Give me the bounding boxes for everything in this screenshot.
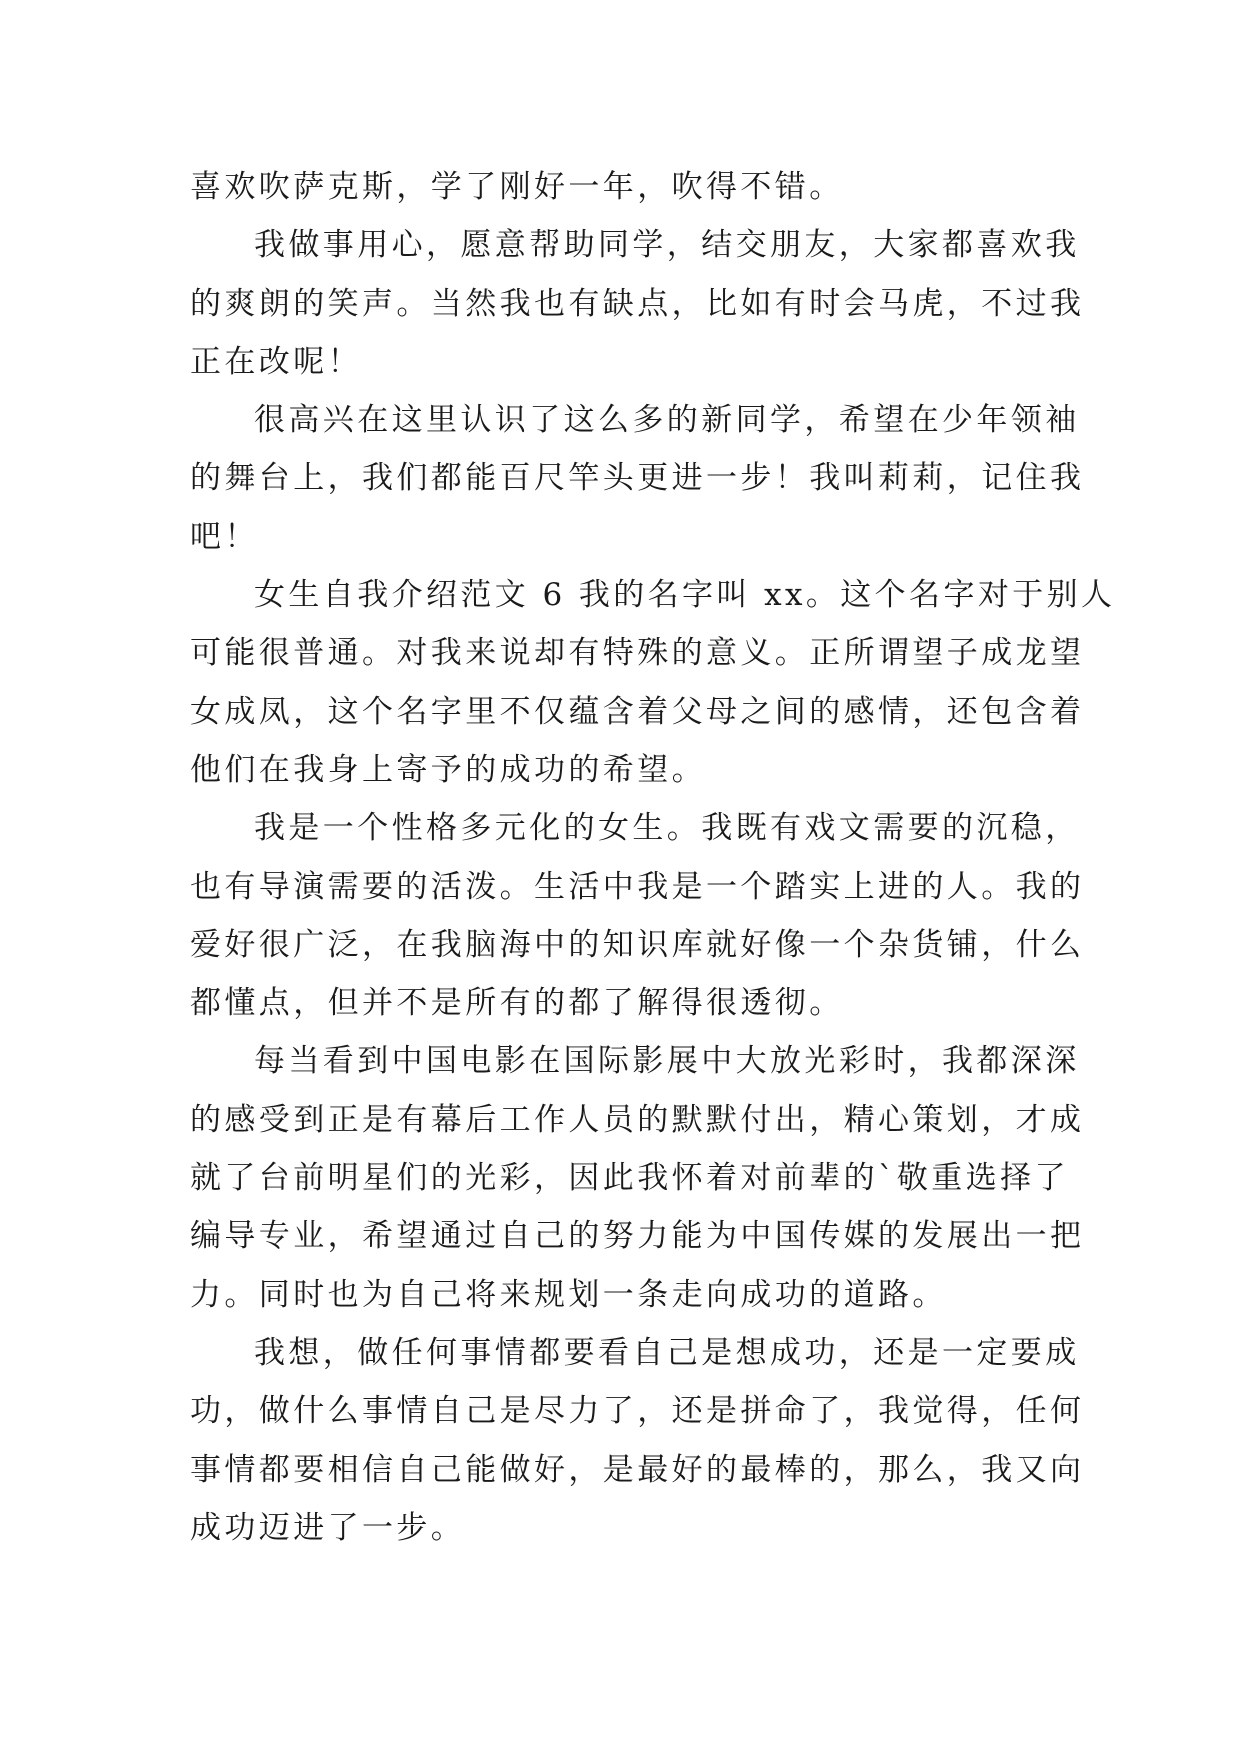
text-line: 就了台前明星们的光彩，因此我怀着对前辈的`敬重选择了: [190, 1160, 1069, 1197]
text-line: 力。同时也为自己将来规划一条走向成功的道路。: [190, 1276, 947, 1313]
text-line: 我想，做任何事情都要看自己是想成功，还是一定要成: [254, 1334, 1080, 1371]
text-line: 吧！: [190, 518, 259, 555]
text-line: 喜欢吹萨克斯，学了刚好一年，吹得不错。: [190, 169, 844, 205]
text-line: 也有导演需要的活泼。生活中我是一个踏实上进的人。我的: [190, 868, 1085, 905]
text-line: 我做事用心，愿意帮助同学，结交朋友，大家都喜欢我: [254, 227, 1080, 264]
text-line: 的感受到正是有幕后工作人员的默默付出，精心策划，才成: [190, 1101, 1085, 1138]
text-line: 女生自我介绍范文 6 我的名字叫 xx。这个名字对于别人: [254, 577, 1116, 614]
text-line: 事情都要相信自己能做好，是最好的最棒的，那么，我又向: [190, 1451, 1085, 1488]
text-line: 的爽朗的笑声。当然我也有缺点，比如有时会马虎，不过我: [190, 285, 1085, 322]
text-line: 成功迈进了一步。: [190, 1509, 466, 1546]
text-line: 女成凤，这个名字里不仅蕴含着父母之间的感情，还包含着: [190, 693, 1085, 730]
text-line: 都懂点，但并不是所有的都了解得很透彻。: [190, 985, 844, 1022]
text-line: 爱好很广泛，在我脑海中的知识库就好像一个杂货铺，什么: [190, 926, 1085, 963]
text-line: 正在改呢！: [190, 343, 362, 380]
text-line: 的舞台上，我们都能百尺竿头更进一步！我叫莉莉，记住我: [190, 460, 1085, 497]
text-line: 编导专业，希望通过自己的努力能为中国传媒的发展出一把: [190, 1218, 1085, 1255]
text-line: 每当看到中国电影在国际影展中大放光彩时，我都深深: [254, 1043, 1080, 1080]
document-body: [190, 158, 1116, 1557]
text-line: 很高兴在这里认识了这么多的新同学，希望在少年领袖: [254, 402, 1080, 439]
text-line: 我是一个性格多元化的女生。我既有戏文需要的沉稳，: [254, 810, 1080, 847]
text-line: 可能很普通。对我来说却有特殊的意义。正所谓望子成龙望: [190, 635, 1085, 672]
text-line: 功，做什么事情自己是尽力了，还是拼命了，我觉得，任何: [190, 1393, 1085, 1430]
text-line: 他们在我身上寄予的成功的希望。: [190, 751, 706, 788]
